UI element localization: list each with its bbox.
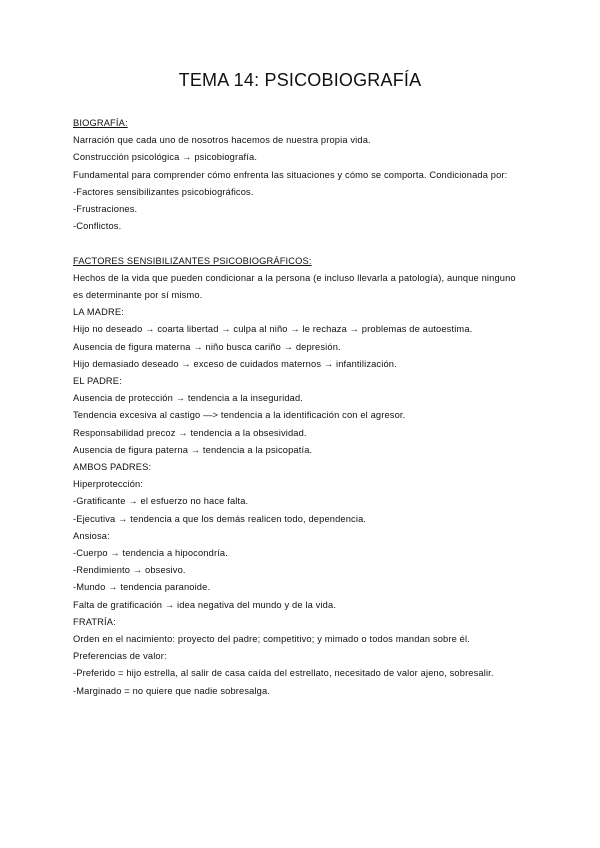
list-item: -Ejecutiva → tendencia a que los demás realicen todo, dependencia. (73, 513, 367, 524)
section-heading-biografia: BIOGRAFÍA: (73, 118, 128, 128)
subheading-madre: LA MADRE: (73, 307, 124, 318)
document-body (73, 115, 528, 700)
list-item: -Gratificante → el esfuerzo no hace falta. (73, 496, 249, 507)
list-item: Responsabilidad precoz → tendencia a la obsesividad. (73, 427, 307, 438)
page-title: TEMA 14: PSICOBIOGRAFÍA (178, 70, 422, 90)
section-spacer (73, 235, 528, 252)
paragraph-line: Hechos de la vida que pueden condicionar a la persona (e incluso llevarla a patología), aunque ninguno es determinante por sí mismo. (73, 272, 516, 301)
list-item: Ansiosa: (73, 530, 110, 541)
list-item: -Preferido = hijo estrella, al salir de casa caída del estrellato, necesitado de valor ajeno, sobresalir. (73, 668, 494, 679)
list-item: Orden en el nacimiento: proyecto del padre; competitivo; y mimado o todos mandan sobre él. (73, 634, 470, 645)
subheading-padre: EL PADRE: (73, 376, 122, 387)
list-item: -Marginado = no quiere que nadie sobresalga. (73, 685, 271, 696)
list-item: Ausencia de figura paterna → tendencia a la psicopatía. (73, 444, 313, 455)
list-item: -Factores sensibilizantes psicobiográficos. (73, 186, 254, 197)
list-item: -Rendimiento → obsesivo. (73, 565, 186, 576)
list-item: Ausencia de protección → tendencia a la inseguridad. (73, 393, 304, 404)
list-item: Hiperprotección: (73, 479, 144, 490)
list-item: Ausencia de figura materna → niño busca cariño → depresión. (73, 341, 341, 352)
section-heading-factores: FACTORES SENSIBILIZANTES PSICOBIOGRÁFICOS: (73, 255, 312, 266)
list-item: -Cuerpo → tendencia a hipocondría. (73, 548, 228, 559)
list-item: -Mundo → tendencia paranoide. (73, 582, 211, 593)
subheading-fratria: FRATRÍA: (73, 616, 116, 627)
paragraph-line: Narración que cada uno de nosotros hacemos de nuestra propia vida. (73, 135, 371, 146)
list-item: Hijo demasiado deseado → exceso de cuidados maternos → infantilización. (73, 358, 397, 369)
list-item: Hijo no deseado → coarta libertad → culpa al niño → le rechaza → problemas de autoestima. (73, 324, 473, 335)
list-item: Preferencias de valor: (73, 651, 167, 662)
paragraph-line: Fundamental para comprender cómo enfrenta las situaciones y cómo se comporta. Condicionada por: (73, 169, 508, 180)
list-item: Tendencia excesiva al castigo —> tendencia a la identificación con el agresor. (73, 410, 406, 421)
list-item: -Frustraciones. (73, 204, 138, 215)
list-item: Falta de gratificación → idea negativa del mundo y de la vida. (73, 599, 337, 610)
list-item: -Conflictos. (73, 221, 122, 232)
subheading-ambos-padres: AMBOS PADRES: (73, 462, 152, 473)
paragraph-line: Construcción psicológica → psicobiografía. (73, 152, 258, 163)
